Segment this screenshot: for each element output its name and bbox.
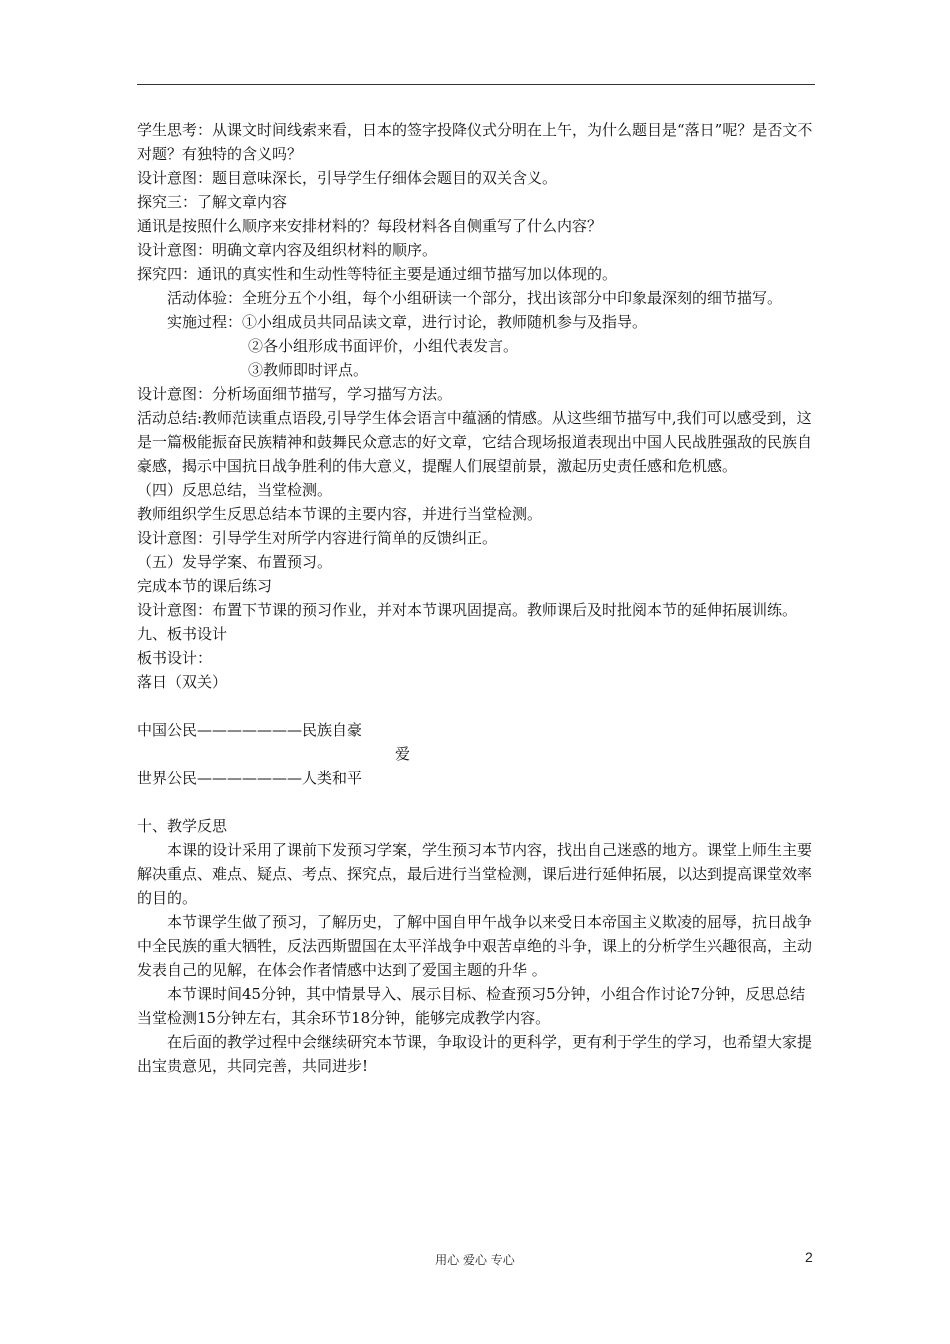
design-intent-3: 设计意图：分析场面细节描写，学习描写方法。 <box>137 385 453 403</box>
spacer <box>137 694 815 718</box>
implementation-steps <box>137 310 815 382</box>
reflection-paragraph-4: 在后面的教学过程中会继续研究本节课，争取设计的更科学，更有利于学生的学习，也希望大家提出宝贵意见，共同完善，共同进步! <box>137 1033 813 1075</box>
design-intent-1: 设计意图：题目意味深长，引导学生仔细体会题目的双关含义。 <box>137 169 558 187</box>
reflection-paragraph-3: 本节课时间45分钟，其中情景导入、展示目标、检查预习5分钟，小组合作讨论7分钟，反思总结当堂检测15分钟左右，其余环节18分钟，能够完成教学内容。 <box>137 985 806 1027</box>
implementation-step-2: ②各小组形成书面评价，小组代表发言。 <box>248 337 519 355</box>
board-design-diagram <box>137 718 815 790</box>
activity-experience: 活动体验：全班分五个小组，每个小组研读一个部分，找出该部分中印象最深刻的细节描写。 <box>167 289 783 307</box>
board-line-world: 世界公民———————人类和平 <box>137 769 363 787</box>
design-intent-2: 设计意图：明确文章内容及组织材料的顺序。 <box>137 241 438 259</box>
design-intent-4: 设计意图：引导学生对所学内容进行简单的反馈纠正。 <box>137 529 498 547</box>
board-design-label: 板书设计： <box>137 649 213 667</box>
page-body <box>137 118 815 1078</box>
section-four-text: 教师组织学生反思总结本节课的主要内容，并进行当堂检测。 <box>137 505 543 523</box>
board-title: 落日（双关） <box>137 673 228 691</box>
inquiry-four: 探究四：通讯的真实性和生动性等特征主要是通过细节描写加以体现的。 <box>137 265 618 283</box>
footer-motto: 用心 爱心 专心 <box>435 1253 515 1267</box>
header-rule <box>137 84 815 85</box>
section-ten-heading: 十、教学反思 <box>137 817 228 835</box>
reflection-paragraph-1: 本课的设计采用了课前下发预习学案，学生预习本节内容，找出自己迷惑的地方。课堂上师生主要解决重点、难点、疑点、考点、探究点，最后进行当堂检测，课后进行延伸拓展，以达到提高课堂效率的目的。 <box>137 841 813 907</box>
student-thinking-question: 学生思考：从课文时间线索来看，日本的签字投降仪式分明在上午，为什么题目是“落日”呢？是否文不对题？有独特的含义吗？ <box>137 121 813 163</box>
section-five-text: 完成本节的课后练习 <box>137 577 273 595</box>
implementation-step-3: ③教师即时评点。 <box>248 361 369 379</box>
reflection-paragraph-2: 本节课学生做了预习，了解历史，了解中国自甲午战争以来受日本帝国主义欺凌的屈辱，抗日战争中全民族的重大牺牲，反法西斯盟国在太平洋战争中艰苦卓绝的斗争，课上的分析学生兴趣很高，主动发表自己的见解，在体会作者情感中达到了爱国主题的升华 。 <box>137 913 813 979</box>
design-intent-5: 设计意图：布置下节课的预习作业，并对本节课巩固提高。教师课后及时批阅本节的延伸拓展训练。 <box>137 601 798 619</box>
activity-summary: 活动总结:教师范读重点语段,引导学生体会语言中蕴涵的情感。从这些细节描写中,我们可以感受到，这是一篇极能振奋民族精神和鼓舞民众意志的好文章，它结合现场报道表现出中国人民战胜强敌的民族自豪感，揭示中国抗日战争胜利的伟大意义，提醒人们展望前景，激起历史责任感和危机感。 <box>137 409 813 475</box>
section-four-heading: （四）反思总结，当堂检测。 <box>137 481 333 499</box>
page-number: 2 <box>805 1249 813 1265</box>
spacer <box>137 790 815 814</box>
section-nine-heading: 九、板书设计 <box>137 625 228 643</box>
implementation-step-1: 实施过程：①小组成员共同品读文章，进行讨论，教师随机参与及指导。 <box>167 313 648 331</box>
board-center-word: 爱 <box>395 745 411 763</box>
inquiry-three-question: 通讯是按照什么顺序来安排材料的？每段材料各自侧重写了什么内容？ <box>137 217 603 235</box>
section-five-heading: （五）发导学案、布置预习。 <box>137 553 333 571</box>
board-line-china: 中国公民———————民族自豪 <box>137 721 363 739</box>
inquiry-three: 探究三：了解文章内容 <box>137 193 288 211</box>
